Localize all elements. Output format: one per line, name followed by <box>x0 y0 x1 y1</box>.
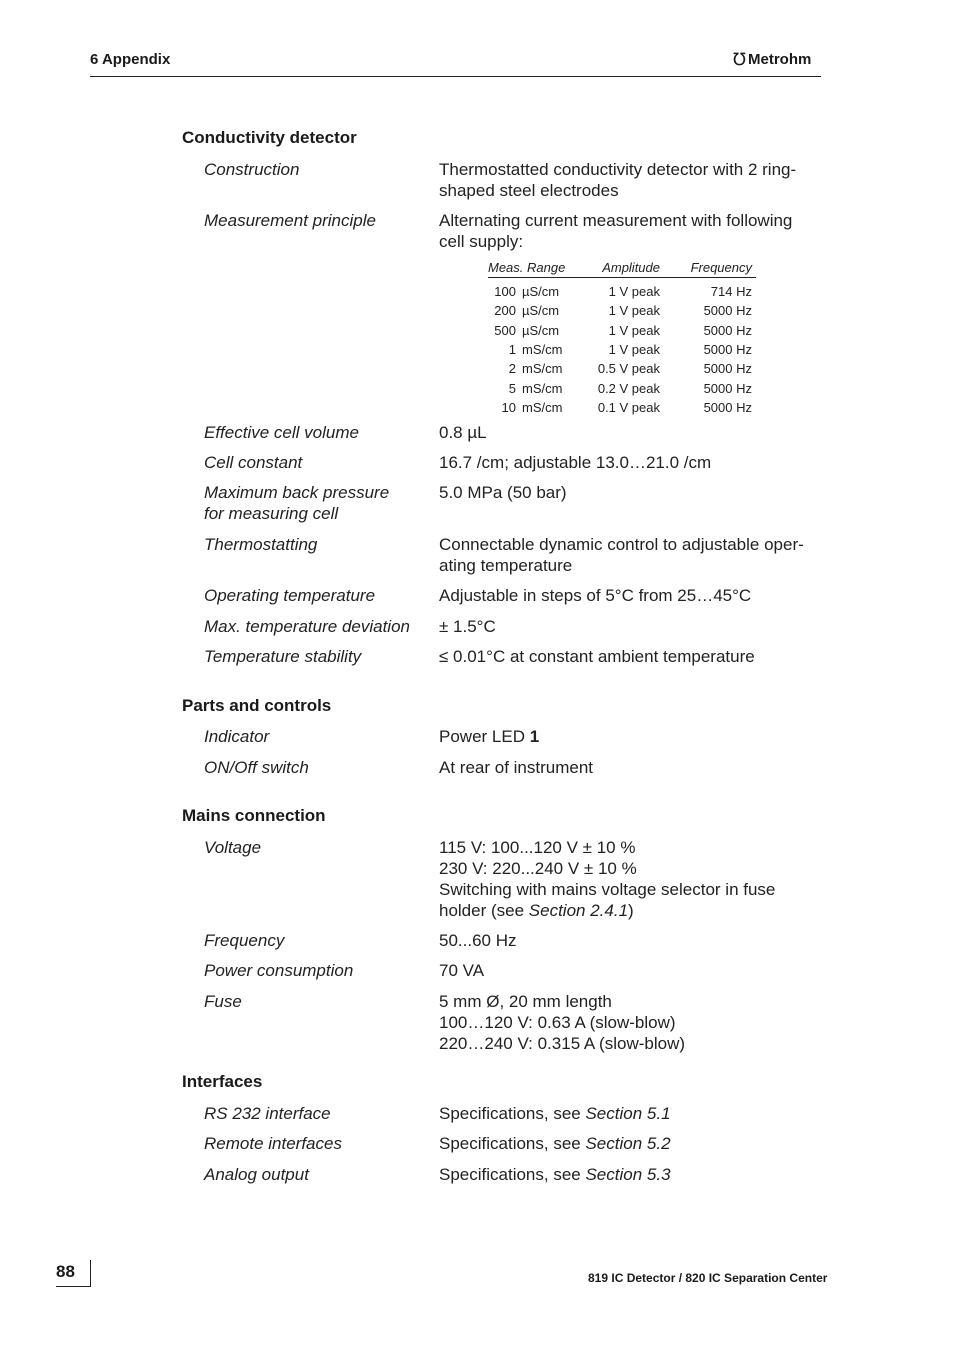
table-row: 200 µS/cm 1 V peak 5000 Hz <box>494 303 752 319</box>
value-thermostatting: Connectable dynamic control to adjustable oper- ating temperature <box>439 535 804 575</box>
value-effective-cell-volume: 0.8 µL <box>439 423 487 442</box>
label-analog-output: Analog output <box>204 1165 309 1184</box>
label-measurement-principle: Measurement principle <box>204 211 376 230</box>
label-max-temperature-deviation: Max. temperature deviation <box>204 617 410 636</box>
table-header: Meas. Range Amplitude Frequency <box>488 256 756 278</box>
label-temperature-stability: Temperature stability <box>204 647 362 666</box>
label-thermostatting: Thermostatting <box>204 535 318 554</box>
label-cell-constant: Cell constant <box>204 453 303 472</box>
value-remote-interfaces: Specifications, see Section 5.2 <box>439 1134 671 1153</box>
footer-rule <box>56 1286 90 1287</box>
value-rs232-interface: Specifications, see Section 5.1 <box>439 1104 671 1123</box>
value-temperature-stability: ≤ 0.01°C at constant ambient temperature <box>439 647 755 666</box>
value-analog-output: Specifications, see Section 5.3 <box>439 1165 671 1184</box>
table-row: 5 mS/cm 0.2 V peak 5000 Hz <box>508 380 752 396</box>
value-max-temperature-deviation: ± 1.5°C <box>439 617 496 636</box>
footer-document-title: 819 IC Detector / 820 IC Separation Center <box>588 1271 828 1285</box>
value-max-back-pressure: 5.0 MPa (50 bar) <box>439 483 567 502</box>
label-fuse: Fuse <box>204 992 242 1011</box>
table-row: 2 mS/cm 0.5 V peak 5000 Hz <box>508 361 752 377</box>
label-on-off-switch: ON/Off switch <box>204 758 309 777</box>
table-row: 500 µS/cm 1 V peak 5000 Hz <box>494 322 752 338</box>
label-construction: Construction <box>204 160 300 179</box>
table-row: 1 mS/cm 1 V peak 5000 Hz <box>508 342 752 358</box>
footer-divider <box>90 1260 91 1287</box>
brand-name: Metrohm <box>748 51 812 68</box>
label-effective-cell-volume: Effective cell volume <box>204 423 359 442</box>
value-construction: Thermostatted conductivity detector with 2 ring- shaped steel electrodes <box>439 160 797 200</box>
value-voltage: 115 V: 100...120 V ± 10 % 230 V: 220...240 V ± 10 % Switching with mains voltage selector in fuse holder (see Section 2.4.1) <box>439 838 776 920</box>
value-measurement-principle: Alternating current measurement with following cell supply: <box>439 211 793 251</box>
section-conductivity-detector: Conductivity detector <box>182 128 357 147</box>
label-operating-temperature: Operating temperature <box>204 586 376 605</box>
label-remote-interfaces: Remote interfaces <box>204 1134 342 1153</box>
label-max-back-pressure: Maximum back pressure for measuring cell <box>204 483 390 523</box>
value-power-consumption: 70 VA <box>439 961 485 980</box>
value-operating-temperature: Adjustable in steps of 5°C from 25…45°C <box>439 586 752 605</box>
value-indicator: Power LED 1 <box>439 727 540 746</box>
table-row: 100 µS/cm 1 V peak 714 Hz <box>494 284 752 300</box>
section-interfaces: Interfaces <box>182 1072 263 1091</box>
header-rule <box>90 76 821 77</box>
label-power-consumption: Power consumption <box>204 961 354 980</box>
label-voltage: Voltage <box>204 838 262 857</box>
header-section-title: 6 Appendix <box>90 51 171 68</box>
value-cell-constant: 16.7 /cm; adjustable 13.0…21.0 /cm <box>439 453 712 472</box>
value-on-off-switch: At rear of instrument <box>439 758 594 777</box>
label-rs232-interface: RS 232 interface <box>204 1104 331 1123</box>
section-mains-connection: Mains connection <box>182 806 326 825</box>
value-frequency: 50...60 Hz <box>439 931 517 950</box>
brand-logo <box>733 51 811 68</box>
omega-logo-icon: ℧ <box>733 50 746 69</box>
label-frequency: Frequency <box>204 931 285 950</box>
cell-supply-table <box>488 256 756 417</box>
section-parts-and-controls: Parts and controls <box>182 696 332 715</box>
label-indicator: Indicator <box>204 727 270 746</box>
table-row: 10 mS/cm 0.1 V peak 5000 Hz <box>501 399 752 415</box>
value-fuse: 5 mm Ø, 20 mm length 100…120 V: 0.63 A (slow-blow) 220…240 V: 0.315 A (slow-blow) <box>439 992 686 1053</box>
page-number: 88 <box>56 1262 75 1281</box>
